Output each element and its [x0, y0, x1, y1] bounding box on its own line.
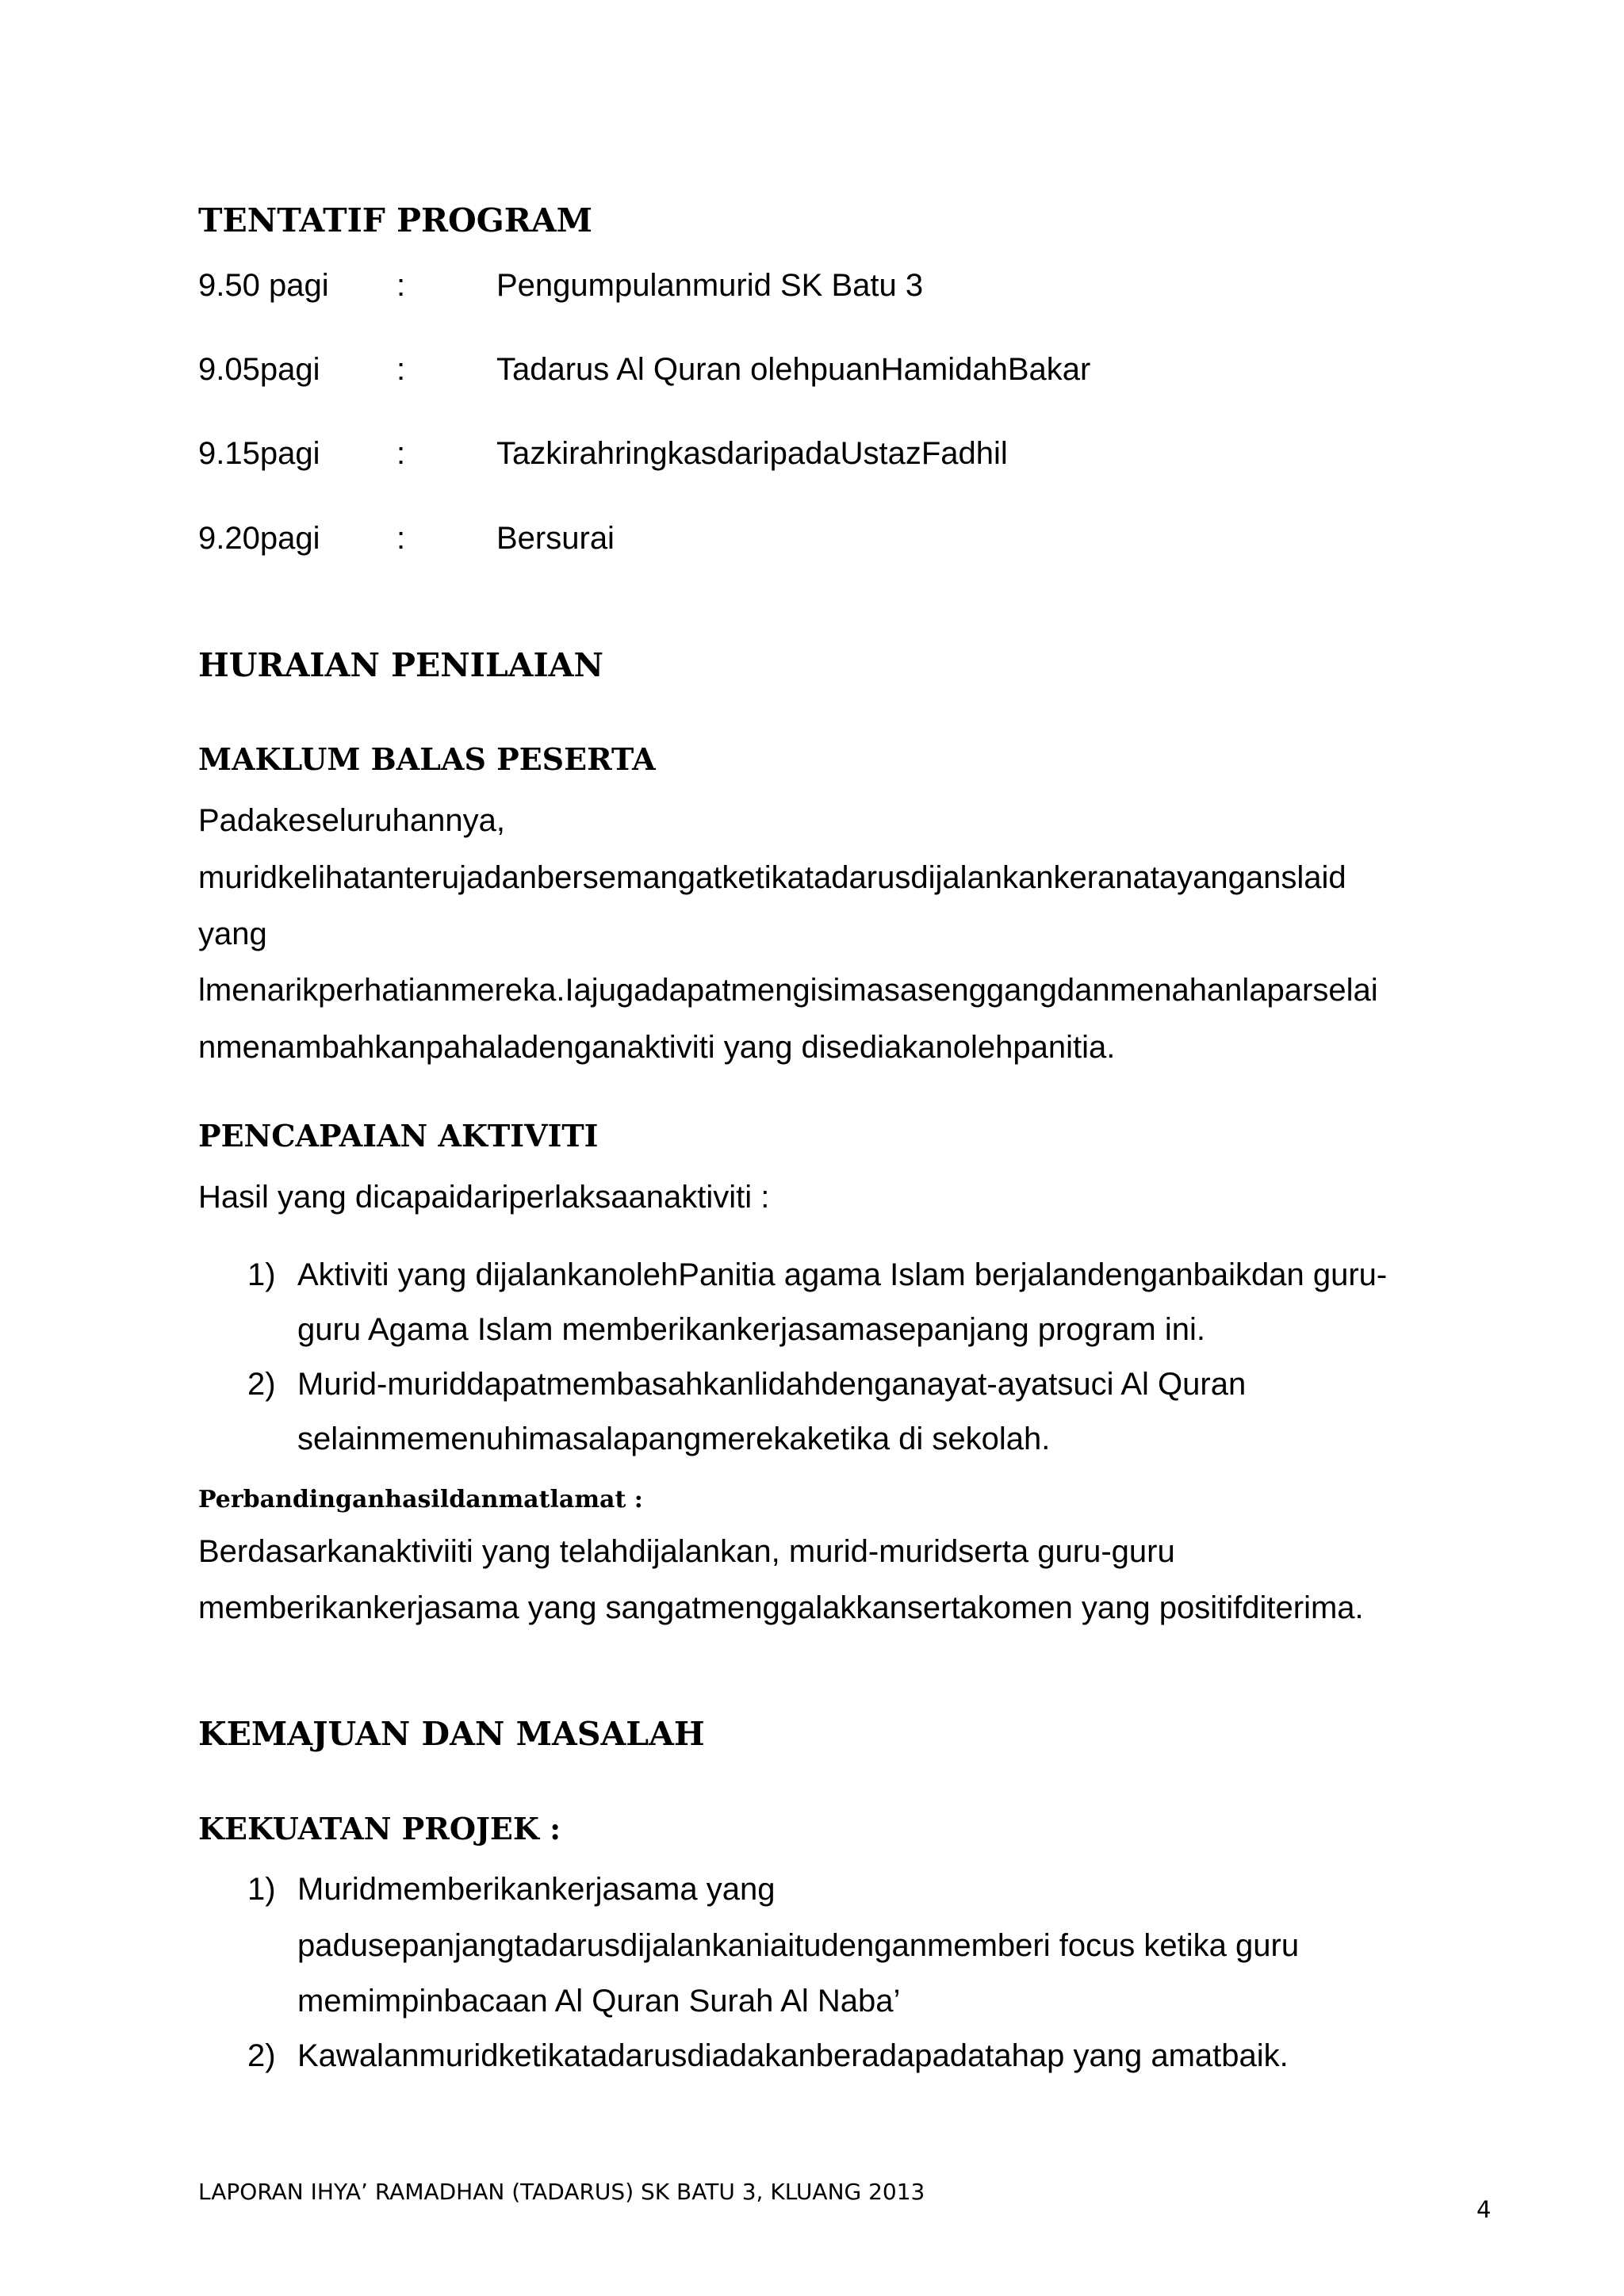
schedule-time: 9.20pagi [198, 521, 320, 556]
list-line: Aktiviti yang dijalankanolehPanitia agama Islam berjalandenganbaikdan guru- [297, 1257, 1388, 1292]
maklum-paragraph-line: yang [198, 916, 267, 951]
tentatif-program-heading: TENTATIF PROGRAM [198, 201, 593, 239]
kemajuan-masalah-heading: KEMAJUAN DAN MASALAH [198, 1715, 705, 1753]
schedule-activity: TazkirahringkasdaripadaUstazFadhil [496, 436, 1008, 471]
list-line: selainmemenuhimasalapangmerekaketika di sekolah. [297, 1422, 1051, 1456]
schedule-activity: Pengumpulanmurid SK Batu 3 [496, 268, 924, 303]
schedule-separator: : [396, 268, 406, 303]
list-number: 1) [247, 1872, 276, 1907]
perbandingan-heading: Perbandinganhasildanmatlamat : [198, 1486, 643, 1513]
list-line: Muridmemberikankerjasama yang [297, 1872, 776, 1907]
schedule-activity: Tadarus Al Quran olehpuanHamidahBakar [496, 352, 1091, 387]
maklum-paragraph-line: muridkelihatanterujadanbersemangatketikatadarusdijalankankeranatayanganslaid [198, 860, 1346, 895]
list-line: guru Agama Islam memberikankerjasamasepanjang program ini. [297, 1312, 1205, 1347]
schedule-time: 9.05pagi [198, 352, 320, 387]
huraian-penilaian-heading: HURAIAN PENILAIAN [198, 646, 603, 684]
maklum-balas-heading: MAKLUM BALAS PESERTA [198, 741, 656, 777]
schedule-separator: : [396, 521, 406, 556]
list-number: 2) [247, 1367, 276, 1402]
perbandingan-line: Berdasarkanaktiviiti yang telahdijalankan, murid-muridserta guru-guru [198, 1534, 1175, 1569]
list-number: 1) [247, 1257, 276, 1292]
schedule-time: 9.15pagi [198, 436, 320, 471]
list-line: padusepanjangtadarusdijalankaniaitudenganmemberi focus ketika guru [297, 1928, 1300, 1963]
perbandingan-line: memberikankerjasama yang sangatmenggalakkansertakomen yang positifditerima. [198, 1590, 1364, 1625]
list-number: 2) [247, 2038, 276, 2073]
schedule-separator: : [396, 436, 406, 471]
pencapaian-intro: Hasil yang dicapaidariperlaksaanaktiviti : [198, 1180, 770, 1215]
kekuatan-projek-heading: KEKUATAN PROJEK : [198, 1811, 561, 1846]
list-line: Kawalanmuridketikatadarusdiadakanberadapadatahap yang amatbaik. [297, 2038, 1289, 2073]
schedule-time: 9.50 pagi [198, 268, 329, 303]
maklum-paragraph-line: Padakeseluruhannya, [198, 803, 505, 838]
list-line: Murid-muriddapatmembasahkanlidahdenganayat-ayatsuci Al Quran [297, 1367, 1247, 1402]
list-line: memimpinbacaan Al Quran Surah Al Naba’ [297, 1984, 901, 2019]
page-footer: LAPORAN IHYA’ RAMADHAN (TADARUS) SK BATU 3, KLUANG 2013 [198, 2179, 925, 2205]
page-number: 4 [1477, 2196, 1492, 2223]
maklum-paragraph-line: nmenambahkanpahaladenganaktiviti yang disediakanolehpanitia. [198, 1030, 1116, 1065]
pencapaian-aktiviti-heading: PENCAPAIAN AKTIVITI [198, 1118, 599, 1154]
maklum-paragraph-line: lmenarikperhatianmereka.Iajugadapatmengisimasasenggangdanmenahanlaparselai [198, 973, 1378, 1008]
schedule-separator: : [396, 352, 406, 387]
schedule-activity: Bersurai [496, 521, 615, 556]
